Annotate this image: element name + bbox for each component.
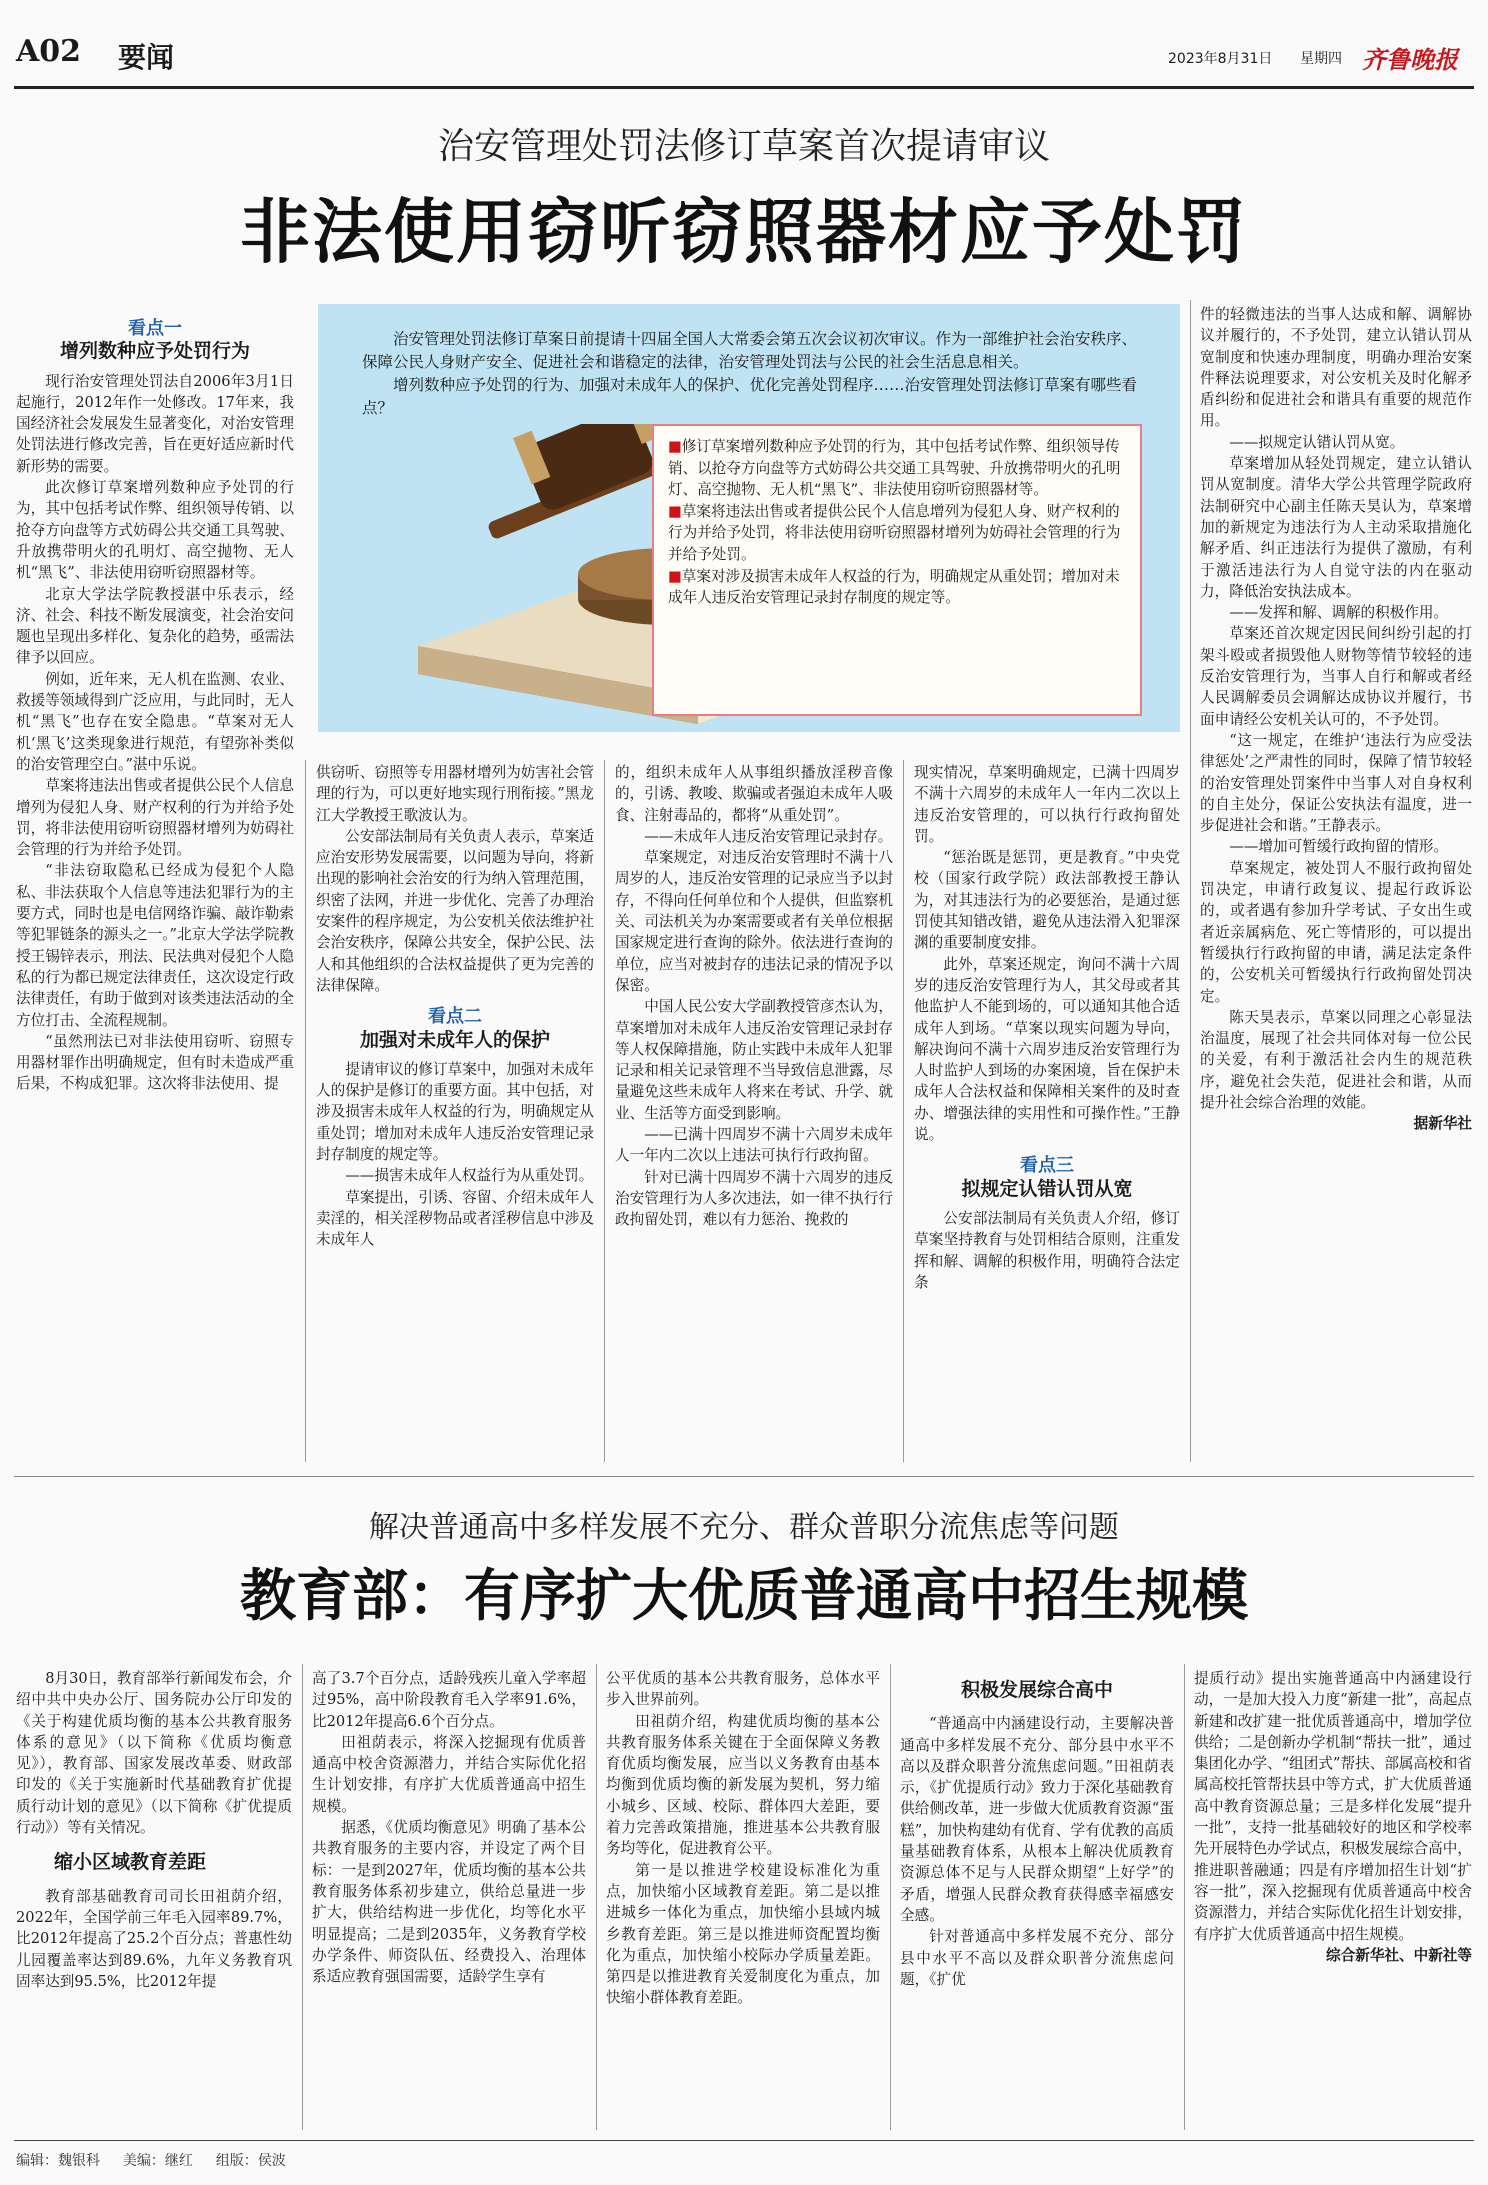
masthead-rule xyxy=(14,86,1474,89)
lead-paragraph-1: 治安管理处罚法修订草案日前提请十四届全国人大常委会第五次会议初次审议。作为一部维护社会治安秩序、保障公民人身财产安全、促进社会和谐稳定的法律，治安管理处罚法与公民的社会生活息息相关。 xyxy=(362,330,1138,371)
paragraph: 此外，草案还规定，询问不满十六周岁的违反治安管理行为人，其父母或者其他监护人不能到场的，可以通知其他合适成年人到场。“草案以现实问题为导向，解决询问不满十六周岁违反治安管理行为人时监护人到场的办案困境，旨在保护未成年人合法权益和保障相关案件的及时查办、增强法律的实用性和可操作性。”王静说。 xyxy=(914,955,1180,1144)
paragraph: “非法窃取隐私已经成为侵犯个人隐私、非法获取个人信息等违法犯罪行为的主要方式，同时也是电信网络诈骗、敲诈勒索等犯罪链条的源头之一。”北京大学法学院教授王锡锌表示，刑法、民法典对侵犯个人隐私的行为都已规定法律责任，这次设定行政法律责任，有助于做到对该类违法活动的全方位打击、全流程规制。 xyxy=(16,862,294,1029)
red-square-icon: ■ xyxy=(668,567,682,585)
paragraph: 草案增加从轻处罚规定，建立认错认罚从宽制度。清华大学公共管理学院政府法制研究中心副主任陈天昊认为，草案增加的新规定为违法行为人主动采取措施化解矛盾、纠正违法行为提供了激励，有利于激活违法行为人自觉守法的内在驱动力，降低治安执法成本。 xyxy=(1200,455,1472,600)
paragraph: 现实情况，草案明确规定，已满十四周岁不满十六周岁的未成年人一年内二次以上违反治安管理的，可以执行行政拘留处罚。 xyxy=(914,764,1180,845)
editor-label: 编辑： xyxy=(16,2153,58,2169)
paragraph: 公安部法制局有关负责人表示，草案适应治安形势发展需要，以问题为导向，将新出现的影响社会治安的行为纳入管理范围，织密了法网，并进一步优化、完善了办理治安案件的程序规定，为公安机关依法维护社会治安秩序，保障公共安全，保护公民、法人和其他组织的合法权益提供了更为完善的法律保障。 xyxy=(316,827,594,994)
paragraph: 北京大学法学院教授湛中乐表示，经济、社会、科技不断发展演变，社会治安问题也呈现出多样化、复杂化的趋势，亟需法律予以回应。 xyxy=(16,585,294,667)
story1-source: 据新华社 xyxy=(1413,1115,1472,1133)
story2-source: 综合新华社、中新社等 xyxy=(1326,1946,1472,1964)
story1-pre-headline: 治安管理处罚法修订草案首次提请审议 xyxy=(437,126,1050,167)
key-point-3: ■草案对涉及损害未成年人权益的行为，明确规定从重处罚；增加对未成年人违反治安管理记录封存制度的规定等。 xyxy=(668,567,1120,607)
column-divider xyxy=(1190,300,1191,1462)
paragraph: 草案提出，引诱、容留、介绍未成年人卖淫的，相关淫秽物品或者淫秽信息中涉及未成年人 xyxy=(316,1188,594,1249)
column-divider xyxy=(302,1664,303,2130)
paragraph: 现行治安管理处罚法自2006年3月1日起施行，2012年作一处修改。17年来，我国经济社会发展发生显著变化，对治安管理处罚法进行修改完善，旨在更好适应新时代新形势的需要。 xyxy=(16,372,294,475)
paragraph: ——已满十四周岁不满十六周岁未成年人一年内二次以上违法可执行行政拘留。 xyxy=(615,1126,893,1165)
paragraph: 针对已满十四周岁不满十六周岁的违反治安管理行为人多次违法，如一律不执行行政拘留处罚，难以有力惩治、挽救的 xyxy=(615,1168,893,1229)
kandian-1-label: 看点一 xyxy=(128,318,182,339)
paragraph: 中国人民公安大学副教授管彦杰认为，草案增加对未成年人违反治安管理记录封存等人权保障措施，防止实践中未成年人犯罪记录和相关记录管理不当导致信息泄露，尽量避免这些未成年人将来在考试、升学、就业、生活等方面受到影响。 xyxy=(615,998,893,1122)
art-name: 继红 xyxy=(164,2153,193,2169)
paragraph: “普通高中内涵建设行动，主要解决普通高中多样发展不充分、部分县中水平不高以及群众职普分流焦虑问题。”田祖荫表示，《扩优提质行动》致力于深化基础教育供给侧改革，进一步做大优质教育资源“蛋糕”，加快构建幼有优育、学有优教的高质量基础教育体系，从根本上解决优质教育资源总体不足与人民群众期望“上好学”的矛盾，增强人民群众教育获得感幸福感安全感。 xyxy=(900,1715,1174,1924)
paragraph: 此次修订草案增列数种应予处罚的行为，其中包括考试作弊、组织领导传销、以抢夺方向盘等方式妨碍公共交通工具驾驶、升放携带明火的孔明灯、高空抛物、无人机“黑飞”、非法使用窃听窃照器材等。 xyxy=(16,479,294,582)
lead-text xyxy=(362,328,1138,420)
story2-column-1 xyxy=(16,1668,292,2130)
issue-weekday: 星期四 xyxy=(1300,51,1342,67)
paragraph: 高了3.7个百分点，适龄残疾儿童入学率超过95%，高中阶段教育毛入学率91.6%，比2012年提高6.6个百分点。 xyxy=(312,1670,586,1730)
paragraph: 第一是以推进学校建设标准化为重点，加快缩小区域教育差距。第二是以推进城乡一体化为重点，加快缩小县域内城乡教育差距。第三是以推进师资配置均衡化为重点，加快缩小校际办学质量差距。第四是以推进教育关爱制度化为重点，加快缩小群体教育差距。 xyxy=(606,1861,880,2007)
subhead-develop-comprehensive: 积极发展综合高中 xyxy=(960,1679,1113,1701)
paragraph: 据悉，《优质均衡意见》明确了基本公共教育服务的主要内容，并设定了两个目标：一是到2027年，优质均衡的基本公共教育服务体系初步建立，供给总量进一步扩大，供给结构进一步优化，均等化水平明显提高；二是到2035年，义务教育学校办学条件、师资队伍、经费投入、治理体系适应教育强国需要，适龄学生享有 xyxy=(312,1819,586,1986)
column-divider xyxy=(604,760,605,1462)
story2-column-3 xyxy=(606,1668,880,2130)
page-number: A02 xyxy=(16,34,82,69)
paragraph: 草案规定，对违反治安管理时不满十八周岁的人，违反治安管理的记录应当予以封存，不得向任何单位和个人提供，但监察机关、司法机关为办案需要或者有关单位根据国家规定进行查询的除外。依法进行查询的单位，应当对被封存的违法记录的情况予以保密。 xyxy=(615,849,893,994)
paragraph: “惩治既是惩罚，更是教育。”中央党校（国家行政学院）政法部教授王静认为，对其违法行为的必要惩治，是通过惩罚使其知错改错，避免从违法滑入犯罪深渊的重要制度安排。 xyxy=(914,849,1180,952)
column-divider xyxy=(903,760,904,1462)
story-divider xyxy=(14,1476,1474,1477)
kandian-1-title: 增列数种应予处罚行为 xyxy=(59,340,250,363)
story2-column-2 xyxy=(312,1668,586,2130)
paragraph: 的，组织未成年人从事组织播放淫秽音像的，引诱、教唆、欺骗或者强迫未成年人吸食、注射毒品的，都将“从重处罚”。 xyxy=(615,764,893,824)
column-divider xyxy=(305,760,306,1462)
key-point-2: ■草案将违法出售或者提供公民个人信息增列为侵犯人身、财产权利的行为并给予处罚，将非法使用窃听窃照器材增列为妨碍社会管理的行为并给予处罚。 xyxy=(668,502,1121,563)
paragraph: 田祖荫表示，将深入挖掘现有优质普通高中校舍资源潜力，并结合实际优化招生计划安排，有序扩大优质普通高中招生规模。 xyxy=(312,1733,586,1815)
column-divider xyxy=(596,1664,597,2130)
paragraph: “虽然刑法已对非法使用窃听、窃照专用器材罪作出明确规定，但有时未造成严重后果，不构成犯罪。这次将非法使用、提 xyxy=(16,1032,294,1093)
subhead-shrink-gap: 缩小区域教育差距 xyxy=(54,1851,207,1874)
story2-headline: 教育部：有序扩大优质普通高中招生规模 xyxy=(240,1563,1248,1629)
story2-column-5 xyxy=(1194,1668,1472,2130)
paragraph: 例如，近年来，无人机在监测、农业、救援等领域得到广泛应用，与此同时，无人机“黑飞”也存在安全隐患。“草案对无人机‘黑飞’这类现象进行规范，有望弥补类似的治安管理空白。”湛中乐说。 xyxy=(16,670,294,773)
proof-label: 组版： xyxy=(215,2153,258,2169)
paragraph: “这一规定，在维护‘违法行为应受法律惩处’之严肃性的同时，保障了情节较轻的治安管理处罚案件中当事人对自身权利的自主处分，保证公安执法有温度，进一步促进社会和谐。”王静表示。 xyxy=(1200,731,1472,835)
paragraph: ——未成年人违反治安管理记录封存。 xyxy=(644,827,893,845)
kandian-2-title: 加强对未成年人的保护 xyxy=(359,1028,550,1051)
red-square-icon: ■ xyxy=(668,438,682,455)
story1-column-4 xyxy=(914,762,1180,1468)
story1-headline: 非法使用窃听窃照器材应予处罚 xyxy=(240,190,1248,273)
art-label: 美编： xyxy=(122,2153,165,2169)
paragraph: 件的轻微违法的当事人达成和解、调解协议并履行的，不予处罚，建立认错认罚从宽制度和快速办理制度，明确办理治安案件释法说理要求，对公安机关及时化解矛盾纠纷和促进社会和谐具有重要的规范作用。 xyxy=(1200,306,1472,430)
kandian-2-label: 看点二 xyxy=(428,1006,482,1028)
kandian-3-title: 拟规定认错认罚从宽 xyxy=(961,1177,1133,1200)
proof-name: 侯波 xyxy=(257,2153,286,2169)
story1-column-3 xyxy=(615,762,893,1468)
paper-logo: 齐鲁晚报 xyxy=(1362,45,1458,74)
paragraph: ——损害未成年人权益行为从重处罚。 xyxy=(345,1167,594,1185)
issue-date: 2023年8月31日 xyxy=(1168,51,1273,67)
kandian-3-label: 看点三 xyxy=(1020,1155,1074,1177)
section-name: 要闻 xyxy=(118,41,175,74)
paragraph: 草案规定，被处罚人不服行政拘留处罚决定，申请行政复议、提起行政诉讼的，或者遇有参加升学考试、子女出生或者近亲属病危、死亡等情形的，可以提出暂缓执行行政拘留的申请，满足法定条件的，公安机关可暂缓执行行政拘留处罚决定。 xyxy=(1200,859,1472,1005)
paragraph: 8月30日，教育部举行新闻发布会，介绍中共中央办公厅、国务院办公厅印发的《关于构建优质均衡的基本公共教育服务体系的意见》（以下简称《优质均衡意见》），教育部、国家发展改革委、财政部印发的《关于实施新时代基础教育扩优提质行动计划的意见》（以下简称《扩优提质行动》）等有关情况。 xyxy=(16,1670,292,1837)
paragraph: 草案还首次规定因民间纠纷引起的打架斗殴或者损毁他人财物等情节较轻的违反治安管理行为，当事人自行和解或者经人民调解委员会调解达成协议并履行，书面申请经公安机关认可的，不予处罚。 xyxy=(1200,625,1472,728)
paragraph: 陈天昊表示，草案以同理之心彰显法治温度，展现了社会共同体对每一位公民的关爱，有利于激活社会内生的规范秩序，避免社会失范，促进社会和谐，从而提升社会综合治理的效能。 xyxy=(1200,1008,1472,1111)
footer-credits xyxy=(16,2150,286,2170)
story1-column-2 xyxy=(316,762,594,1468)
lead-paragraph-2: 增列数种应予处罚的行为、加强对未成年人的保护、优化完善处罚程序……治安管理处罚法修订草案有哪些看点？ xyxy=(362,376,1138,417)
paragraph: 教育部基础教育司司长田祖荫介绍，2022年，全国学前三年毛入园率89.7%，比2012年提高了25.2个百分点；普惠性幼儿园覆盖率达到89.6%，九年义务教育巩固率达到95.5%，比2012年提 xyxy=(16,1887,292,1990)
story2-column-4 xyxy=(900,1668,1174,2130)
story2-pre-headline: 解决普通高中多样发展不充分、群众普职分流焦虑等问题 xyxy=(369,1510,1119,1545)
paragraph: 公安部法制局有关负责人介绍，修订草案坚持教育与处罚相结合原则，注重发挥和解、调解的积极作用，明确符合法定条 xyxy=(914,1209,1180,1291)
column-divider xyxy=(1184,1664,1185,2130)
paragraph: ——增加可暂缓行政拘留的情形。 xyxy=(1229,838,1449,856)
paragraph: ——拟规定认错认罚从宽。 xyxy=(1229,433,1405,451)
key-points-box xyxy=(652,424,1142,716)
paragraph: 草案将违法出售或者提供公民个人信息增列为侵犯人身、财产权利的行为并给予处罚，将非法使用窃听窃照器材增列为妨碍社会管理的行为并给予处罚。 xyxy=(16,777,294,859)
editor-name: 魏银科 xyxy=(58,2153,100,2169)
paragraph: 提质行动》提出实施普通高中内涵建设行动，一是加大投入力度“新建一批”，高起点新建和改扩建一批优质普通高中，增加学位供给；二是创新办学机制“帮扶一批”，通过集团化办学、“组团式”帮扶、部属高校和省属高校托管帮扶县中等方式，扩大优质普通高中教育资源总量；三是多样化发展“提升一批”，支持一批基础较好的地区和学校率先开展特色办学试点，积极发展综合高中，推进职普融通；四是有序增加招生计划“扩容一批”，深入挖掘现有优质普通高中校舍资源潜力，并结合实际优化招生计划安排，有序扩大优质普通高中招生规模。 xyxy=(1194,1670,1472,1943)
paragraph: 供窃听、窃照等专用器材增列为妨害社会管理的行为，可以更好地实现行刑衔接。”黑龙江大学教授王歌波认为。 xyxy=(316,764,594,824)
paragraph: 提请审议的修订草案中，加强对未成年人的保护是修订的重要方面。其中包括，对涉及损害未成年人权益的行为，明确规定从重处罚；增加对未成年人违反治安管理记录封存制度的规定等。 xyxy=(316,1060,594,1164)
paragraph: 公平优质的基本公共教育服务，总体水平步入世界前列。 xyxy=(606,1670,880,1709)
footer-rule xyxy=(14,2140,1474,2141)
paragraph: ——发挥和解、调解的积极作用。 xyxy=(1229,604,1449,622)
column-divider xyxy=(890,1664,891,2130)
key-point-1: ■修订草案增列数种应予处罚的行为，其中包括考试作弊、组织领导传销、以抢夺方向盘等方式妨碍公共交通工具驾驶、升放携带明火的孔明灯、高空抛物、无人机“黑飞”、非法使用窃听窃照器材等。 xyxy=(668,438,1121,499)
paragraph: 田祖荫介绍，构建优质均衡的基本公共教育服务体系关键在于全面保障义务教育优质均衡发展，应当以义务教育由基本均衡到优质均衡的新发展为契机，努力缩小城乡、区域、校际、群体四大差距，要着力完善政策措施，推进基本公共教育服务均等化，促进教育公平。 xyxy=(606,1712,880,1858)
lead-box xyxy=(318,304,1180,732)
story1-column-1 xyxy=(16,318,294,1468)
paragraph: 针对普通高中多样发展不充分、部分县中水平不高以及群众职普分流焦虑问题，《扩优 xyxy=(900,1928,1174,1988)
red-square-icon: ■ xyxy=(668,502,682,520)
story1-column-5 xyxy=(1200,304,1472,1464)
